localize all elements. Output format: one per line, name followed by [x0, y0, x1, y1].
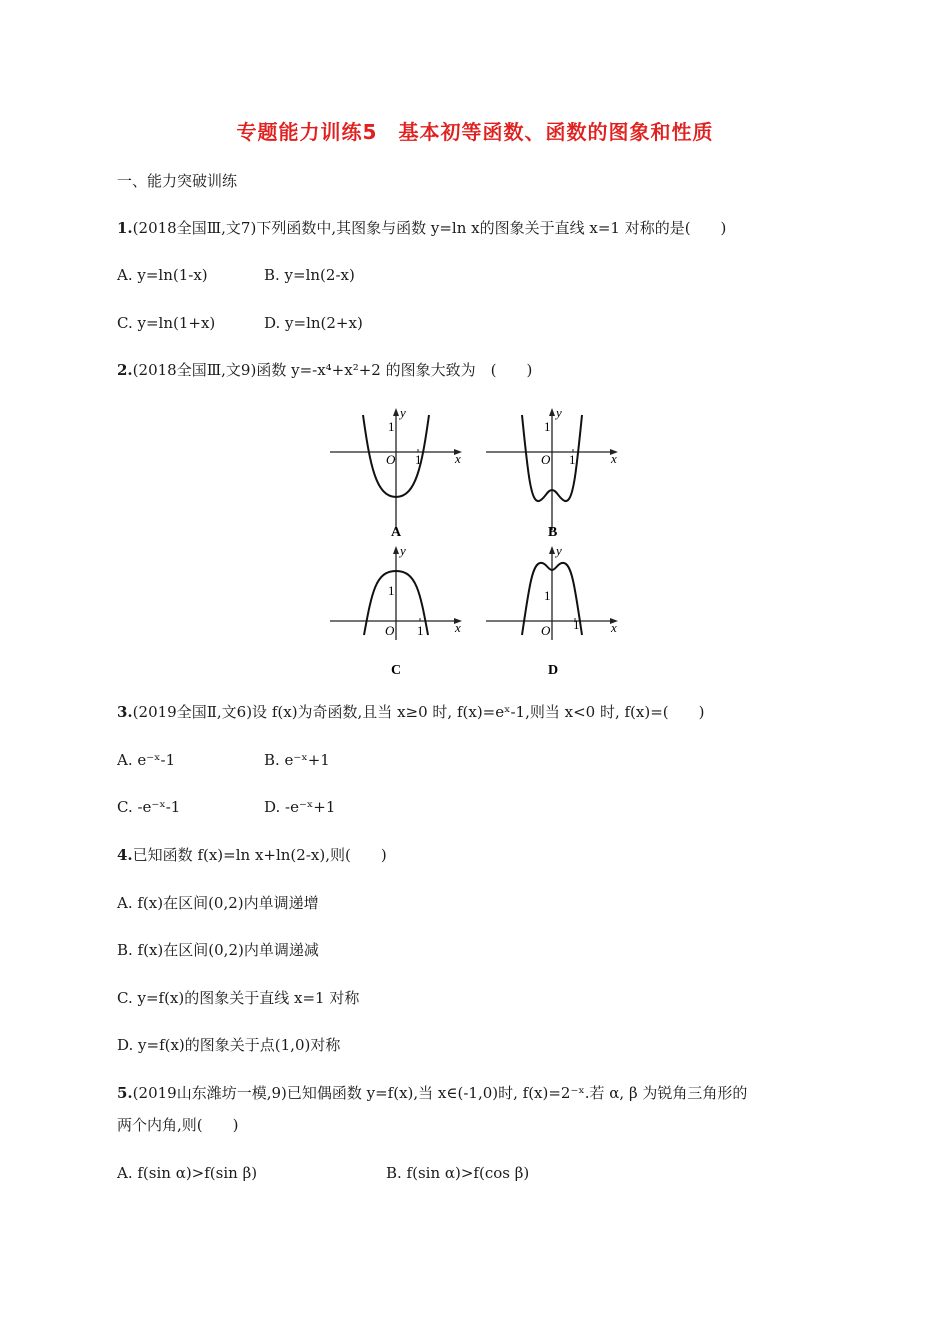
q1-option-d: D. y=ln(2+x) — [264, 314, 363, 332]
question-3-number: 3. — [117, 703, 133, 721]
question-3-stem: (2019全国Ⅱ,文6)设 f(x)为奇函数,且当 x≥0 时, f(x)=eˣ-1,则当 x<0 时, f(x)=( ) — [132, 703, 705, 721]
q3-option-c: C. -e⁻ˣ-1 — [117, 798, 181, 816]
question-2-number: 2. — [117, 361, 133, 379]
graph-c-one-y: 1 — [388, 583, 395, 598]
graph-a-origin: O — [386, 452, 396, 467]
q4-option-c: C. y=f(x)的图象关于直线 x=1 对称 — [117, 989, 360, 1007]
q4-option-b: B. f(x)在区间(0,2)内单调递减 — [117, 941, 319, 959]
graph-d-name: D — [548, 663, 559, 678]
graph-b-one-x: 1 — [569, 452, 576, 467]
graph-d-origin: O — [541, 623, 551, 638]
graph-a-y-label: y — [400, 405, 406, 420]
graph-d-one-y: 1 — [544, 588, 551, 603]
page-title: 专题能力训练5 基本初等函数、函数的图象和性质 — [236, 120, 714, 144]
graph-c — [328, 543, 468, 678]
question-5-stem-line-2: 两个内角,则( ) — [117, 1116, 239, 1134]
graph-c-one-x: 1 — [417, 623, 424, 638]
graph-b-x-label: x — [611, 451, 617, 466]
q3-option-d: D. -e⁻ˣ+1 — [264, 798, 336, 816]
q4-option-d: D. y=f(x)的图象关于点(1,0)对称 — [117, 1036, 341, 1054]
question-2-stem: (2018全国Ⅲ,文9)函数 y=-x⁴+x²+2 的图象大致为 ( ) — [132, 361, 533, 379]
q1-option-b: B. y=ln(2-x) — [264, 266, 355, 284]
graph-c-name: C — [391, 663, 402, 678]
graph-a-x-label: x — [455, 451, 461, 466]
graph-b — [484, 405, 624, 540]
q1-option-a: A. y=ln(1-x) — [117, 266, 208, 284]
graph-b-one-y: 1 — [544, 419, 551, 434]
graph-d — [484, 543, 624, 678]
graph-a — [328, 405, 468, 540]
question-3 — [117, 702, 704, 722]
graph-d-one-x: 1 — [573, 617, 580, 632]
graph-a-one-y: 1 — [388, 419, 395, 434]
question-1-number: 1. — [117, 219, 133, 237]
graph-c-y-label: y — [400, 543, 406, 558]
question-5-number: 5. — [117, 1084, 133, 1102]
q1-option-c: C. y=ln(1+x) — [117, 314, 216, 332]
q3-option-a: A. e⁻ˣ-1 — [117, 751, 176, 769]
q5-option-b: B. f(sin α)>f(cos β) — [386, 1164, 530, 1182]
question-1 — [117, 218, 726, 238]
question-4-number: 4. — [117, 846, 133, 864]
graph-d-y-label: y — [556, 543, 562, 558]
graph-a-one-x: 1 — [415, 452, 422, 467]
graph-d-x-label: x — [611, 620, 617, 635]
question-5-stem-line-1: (2019山东潍坊一模,9)已知偶函数 y=f(x),当 x∈(-1,0)时, f(x)=2⁻ˣ.若 α, β 为锐角三角形的 — [132, 1084, 748, 1102]
question-1-stem: (2018全国Ⅲ,文7)下列函数中,其图象与函数 y=ln x的图象关于直线 x=1 对称的是( ) — [132, 219, 727, 237]
section-heading: 一、能力突破训练 — [117, 172, 238, 190]
question-5 — [117, 1083, 747, 1103]
graph-c-origin: O — [385, 623, 395, 638]
graph-a-name: A — [391, 525, 402, 540]
graph-b-y-label: y — [556, 405, 562, 420]
q4-option-a: A. f(x)在区间(0,2)内单调递增 — [117, 894, 319, 912]
graph-b-origin: O — [541, 452, 551, 467]
question-4 — [117, 845, 387, 865]
graph-c-x-label: x — [455, 620, 461, 635]
question-4-stem: 已知函数 f(x)=ln x+ln(2-x),则( ) — [132, 846, 387, 864]
q3-option-b: B. e⁻ˣ+1 — [264, 751, 330, 769]
q5-option-a: A. f(sin α)>f(sin β) — [117, 1164, 258, 1182]
graph-b-name: B — [548, 525, 558, 540]
question-2 — [117, 360, 532, 380]
